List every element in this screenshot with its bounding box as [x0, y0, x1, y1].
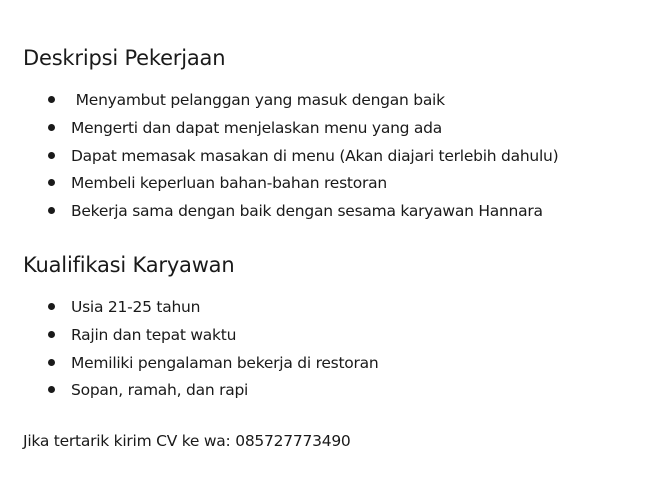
list-item-text: Mengerti dan dapat menjelaskan menu yang ada: [71, 118, 442, 137]
list-item-text: Menyambut pelanggan yang masuk dengan baik: [71, 91, 445, 109]
list-item-text: Memiliki pengalaman bekerja di restoran: [71, 353, 379, 372]
bullet-icon: [48, 207, 55, 214]
bullet-icon: [48, 386, 55, 393]
bullet-icon: [48, 124, 55, 131]
section-title-qualifications: Kualifikasi Karyawan: [23, 253, 235, 277]
bullet-icon: [48, 303, 55, 310]
list-item-text: Bekerja sama dengan baik dengan sesama karyawan Hannara: [71, 202, 543, 221]
list-item-text: Sopan, ramah, dan rapi: [71, 381, 249, 400]
bullet-icon: [48, 152, 55, 159]
list-item-text: Membeli keperluan bahan-bahan restoran: [71, 174, 387, 193]
bullet-icon: [48, 179, 55, 186]
list-item-text: Rajin dan tepat waktu: [71, 325, 237, 344]
contact-info: Jika tertarik kirim CV ke wa: 085727773490: [23, 432, 351, 450]
bullet-icon: [48, 96, 55, 103]
bullet-icon: [48, 359, 55, 366]
bullet-icon: [48, 331, 55, 338]
list-item-text: Usia 21-25 tahun: [71, 298, 201, 316]
section-title-job-description: Deskripsi Pekerjaan: [23, 46, 226, 70]
list-item-text: Dapat memasak masakan di menu (Akan diajari terlebih dahulu): [71, 146, 559, 165]
